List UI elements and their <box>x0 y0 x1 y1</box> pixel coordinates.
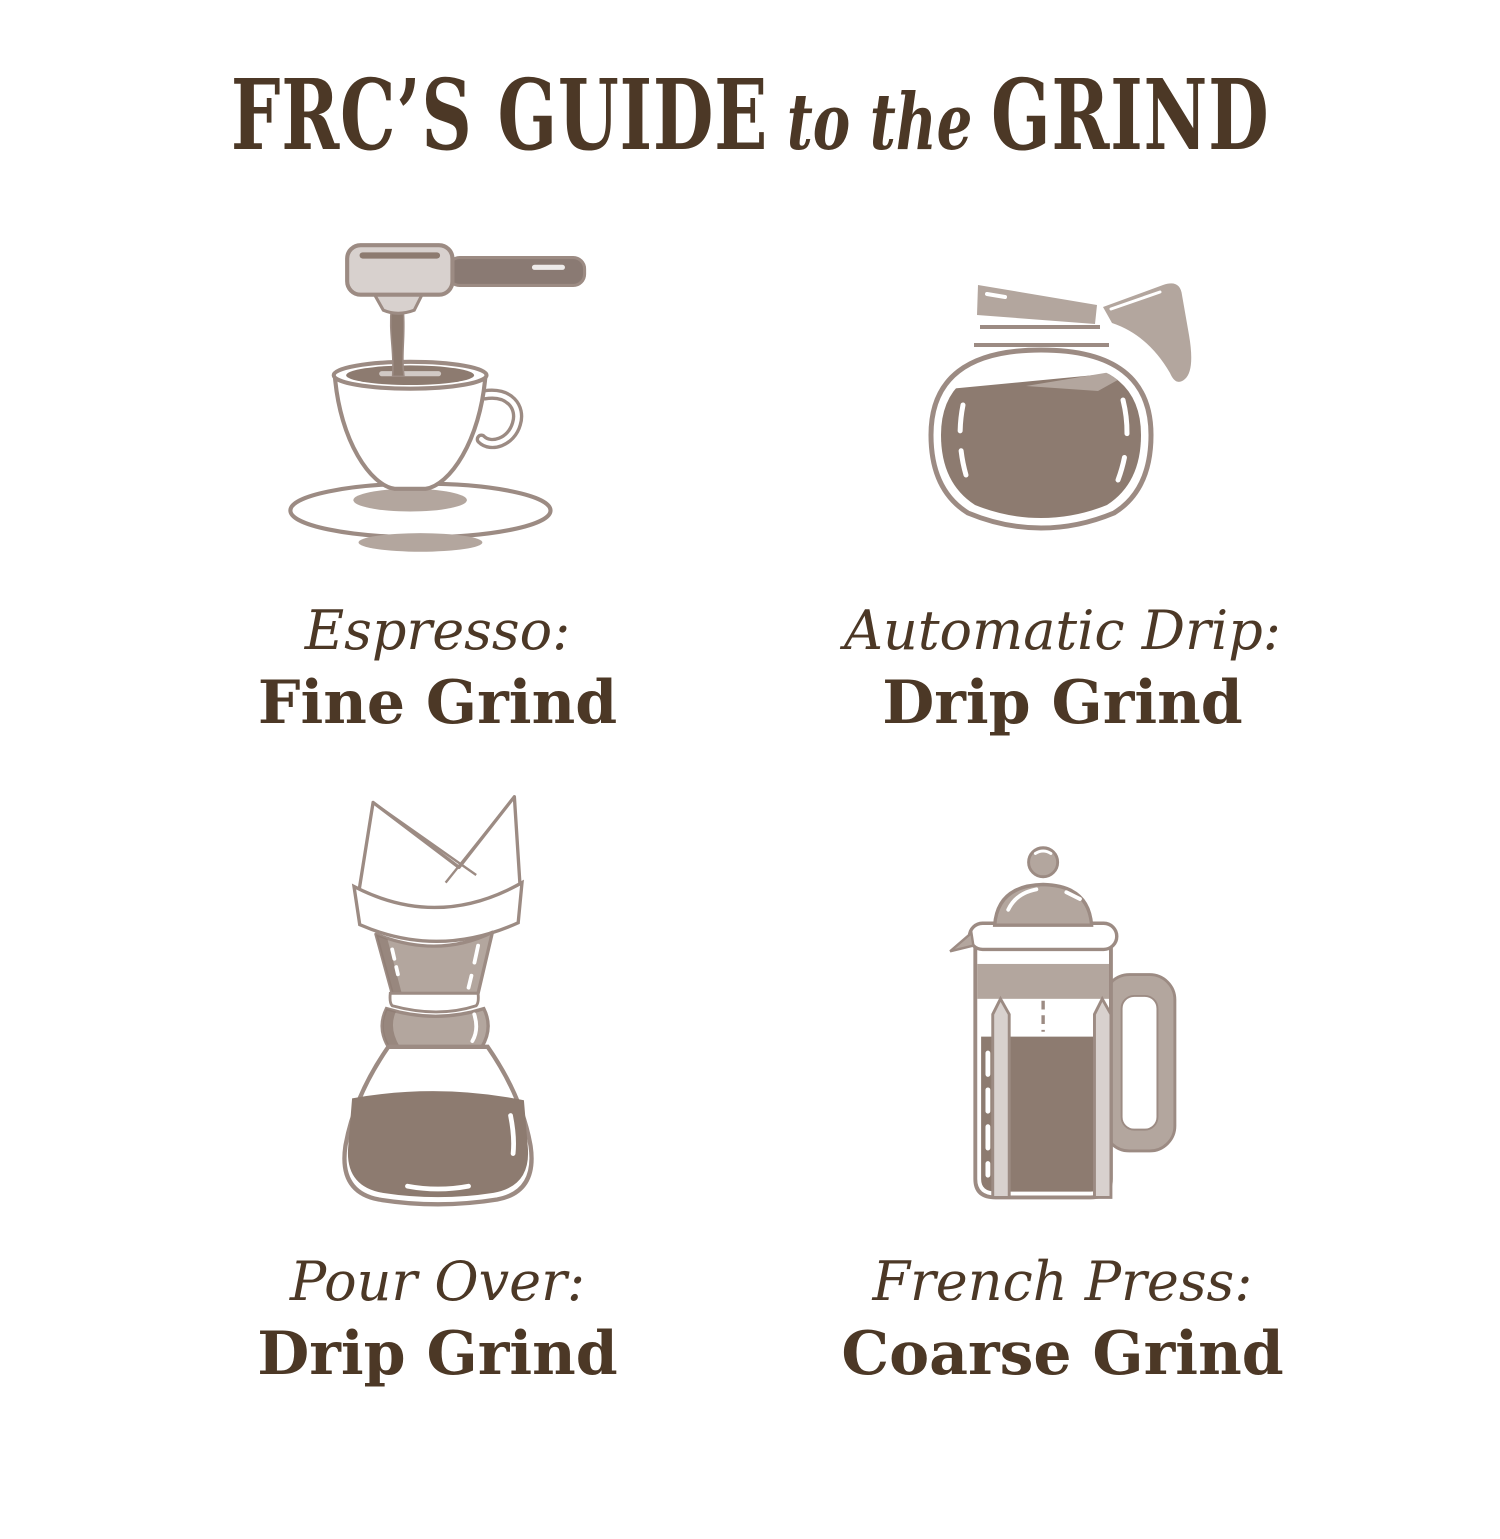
method-label: Espresso: <box>304 599 571 662</box>
pour-over-labels <box>257 1251 618 1389</box>
automatic-drip-labels <box>844 600 1281 738</box>
grind-label: Fine Grind <box>257 668 618 739</box>
title-part2: GRIND <box>990 58 1270 172</box>
french-press-section <box>750 781 1375 1389</box>
automatic-drip-art <box>908 220 1218 560</box>
pour-over-section <box>125 781 750 1389</box>
espresso-portafilter-cup-icon <box>288 240 588 560</box>
french-press-art <box>920 781 1205 1211</box>
pour-over-art <box>333 781 543 1211</box>
espresso-labels <box>258 600 617 738</box>
title-script: to the <box>786 77 973 168</box>
page-header <box>0 40 1500 190</box>
grind-label: Coarse Grind <box>841 1319 1284 1390</box>
automatic-drip-section <box>750 220 1375 738</box>
title-part1: FRC’S GUIDE <box>230 58 768 172</box>
method-label: French Press: <box>872 1250 1253 1314</box>
grind-guide-grid <box>125 220 1375 1389</box>
espresso-section <box>125 220 750 738</box>
method-label: Pour Over: <box>289 1250 586 1314</box>
french-press-icon <box>920 838 1205 1211</box>
grind-label: Drip Grind <box>882 668 1243 739</box>
method-label: Automatic Drip: <box>844 599 1281 662</box>
french-press-labels <box>841 1251 1283 1389</box>
espresso-art <box>288 220 588 560</box>
grind-label: Drip Grind <box>257 1319 618 1390</box>
page-title <box>231 58 1269 172</box>
pour-over-brewer-icon <box>333 791 543 1211</box>
coffee-carafe-icon <box>908 275 1218 560</box>
